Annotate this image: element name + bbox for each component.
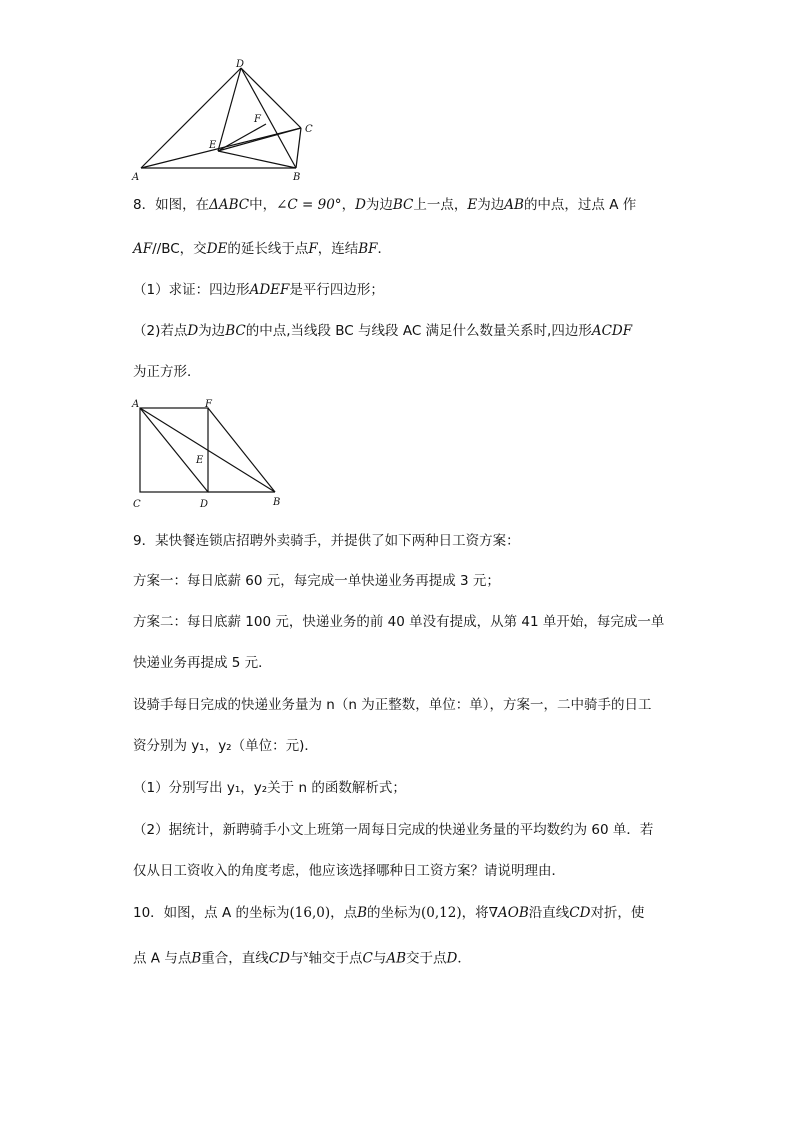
q10-line2: 点 A 与点B重合，直线CD与$^x$轴交于点C与AB交于点D．	[133, 950, 471, 967]
q9-part2a: （2）据统计，新聘骑手小文上班第一周每日完成的快递业务量的平均数约为 60 单．若	[133, 822, 654, 838]
figure-square-acdf	[125, 396, 290, 514]
label-b: B	[293, 172, 301, 183]
q9-plan2b: 快递业务再提成 5 元．	[133, 655, 272, 671]
label-c: C	[133, 499, 141, 510]
label-f: F	[254, 114, 261, 125]
label-e: E	[196, 455, 204, 466]
q8-part2: （2)若点D为边BC的中点,当线段 BC 与线段 AC 满足什么数量关系时,四边形ACDF	[133, 323, 633, 339]
q9-plan1: 方案一：每日底薪 60 元，每完成一单快递业务再提成 3 元；	[133, 573, 500, 589]
label-e: E	[209, 140, 217, 151]
q9-line1: 9．某快餐连锁店招聘外卖骑手，并提供了如下两种日工资方案：	[133, 533, 520, 549]
segment-db	[241, 68, 296, 168]
label-c: C	[305, 124, 313, 135]
segment-ad	[140, 408, 208, 492]
segment-cb	[296, 128, 301, 168]
segment-eb	[218, 151, 296, 168]
q8-part1: （1）求证：四边形ADEF是平行四边形；	[133, 282, 384, 298]
segment-ef	[218, 124, 266, 151]
q9-part2b: 仅从日工资收入的角度考虑，他应该选择哪种日工资方案？请说明理由．	[133, 863, 565, 879]
label-d: D	[236, 59, 245, 70]
label-b: B	[273, 497, 281, 508]
q9-plan2a: 方案二：每日底薪 100 元，快递业务的前 40 单没有提成，从第 41 单开始，每完成一单	[133, 614, 665, 630]
label-d: D	[200, 499, 209, 510]
figure-quadrilateral-abcd	[125, 58, 325, 184]
label-a: A	[132, 172, 140, 183]
q10-line1: 10．如图，点 A 的坐标为(16,0)，点B的坐标为(0,12)，将∇AOB沿直线CD对折，使	[133, 905, 645, 921]
label-a: A	[132, 399, 140, 410]
label-f: F	[205, 399, 212, 410]
q9-part1: （1）分别写出 y₁，y₂关于 n 的函数解析式；	[133, 780, 406, 796]
segment-ec	[218, 128, 301, 151]
q8-part2-cont: 为正方形．	[133, 364, 201, 380]
segment-de	[218, 68, 241, 151]
q9-setup-b: 资分别为 y₁，y₂（单位：元)．	[133, 738, 318, 754]
segment-ac	[141, 128, 301, 168]
q8-line1: 8．如图，在ΔABC中，∠C = 90°，D为边BC上一点，E为边AB的中点，过点 A 作	[133, 197, 637, 213]
segment-dc	[241, 68, 301, 128]
q8-line2: AF//BC，交DE的延长线于点F，连结BF．	[133, 241, 392, 257]
q9-setup-a: 设骑手每日完成的快递业务量为 n（n 为正整数，单位：单），方案一，二中骑手的日工	[133, 697, 652, 713]
segment-fb	[208, 408, 275, 492]
